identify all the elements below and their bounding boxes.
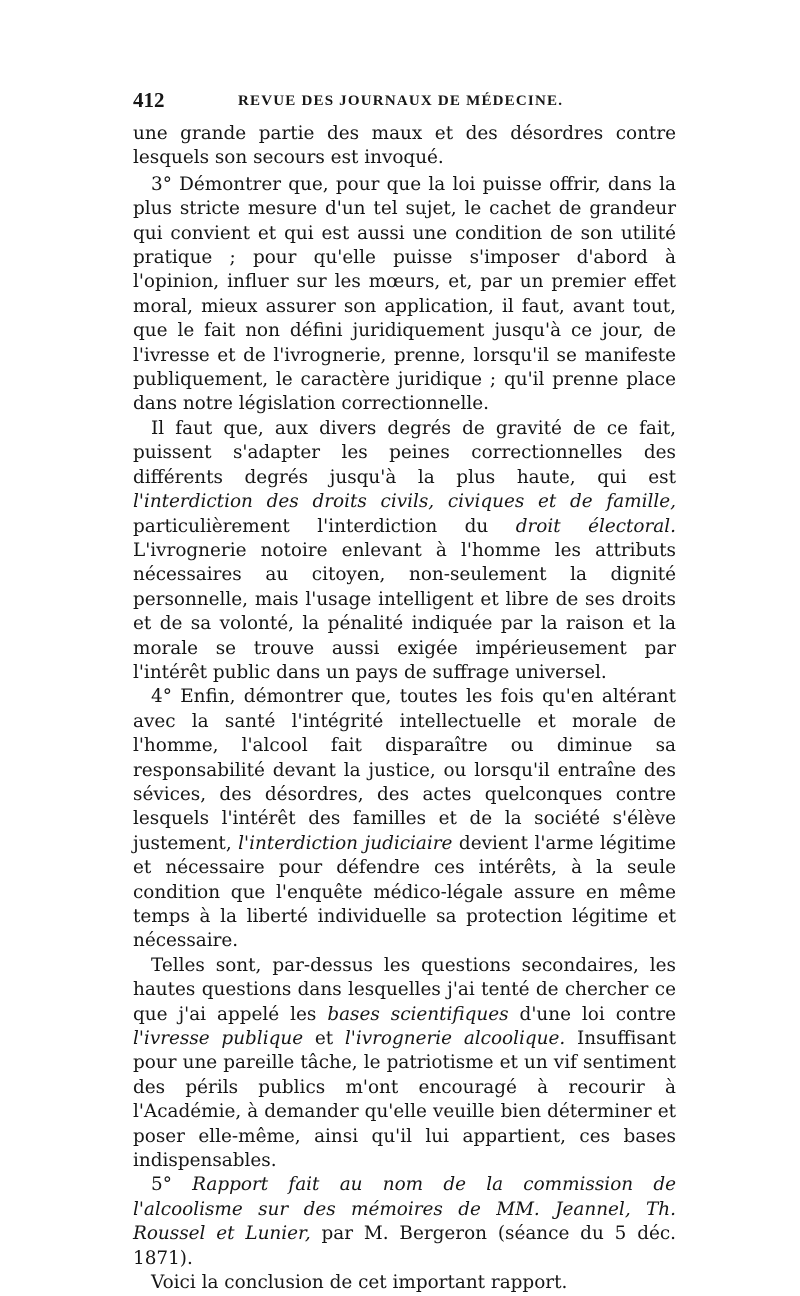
text-segment: Telles sont, par-dessus les questions secondaires, les hautes questions dans lesquelles j'ai tenté de chercher ce que j'ai appelé les [133,954,676,1025]
paragraph-item-3 [133,173,676,417]
page-number: 412 [133,88,165,112]
paragraph-conclusion [133,1271,676,1295]
italic-segment: l'interdiction des droits civils, civiques et de famille, [133,491,676,513]
page-header [133,88,676,122]
italic-segment: l'ivrognerie alcoolique. [344,1028,566,1050]
italic-segment: droit électoral. [515,515,676,537]
italic-segment: Rapport fait au nom de la commission de l'alcoolisme sur des mémoires de MM. Jeannel, Th. Roussel et Lunier, [133,1174,676,1245]
body-text [133,122,676,1296]
paragraph-item-5 [133,1173,676,1271]
paragraph-penalties [133,417,676,685]
text-segment: 4° Enfin, démontrer que, toutes les fois qu'en altérant avec la santé l'intégrité intellectuelle et morale de l'homme, l'alcool fait disparaître ou diminue sa responsabilité devant la justice, ou lorsqu'il entraîne des sévices, des désordres, des actes quelconques contre lesquels l'intérêt des familles et de la société s'élève justement, [133,686,676,854]
text-segment: 3° Démontrer que, pour que la loi puisse offrir, dans la plus stricte mesure d'un tel sujet, le cachet de grandeur qui convient et qui est aussi une condition de son utilité pratique ; pour qu'elle puisse s'imposer d'abord à l'opinion, influer sur les mœurs, et, par un premier effet moral, mieux assurer son application, il faut, avant tout, que le fait non défini juridiquement jusqu'à ce jour, de l'ivresse et de l'ivrognerie, prenne, lorsqu'il se manifeste publiquement, le caractère juridique ; qu'il prenne place dans notre législation correctionnelle. [133,173,676,415]
text-segment: et [303,1028,345,1050]
text-segment: L'ivrognerie notoire enlevant à l'homme les attributs nécessaires au citoyen, non-seulement la dignité personnelle, mais l'usage intelligent et libre de ses droits et de sa volonté, la pénalité indiquée par la raison et la morale se trouve aussi exigée impérieusement par l'intérêt public dans un pays de suffrage universel. [133,539,676,683]
text-segment: d'une loi contre [508,1003,676,1025]
text-segment: Insuffisant pour une pareille tâche, le patriotisme et un vif sentiment des périls publics m'ont encouragé à recourir à l'Académie, à demander qu'elle veuille bien déterminer et poser elle-même, ainsi qu'il lui appartient, ces bases indispensables. [133,1028,676,1172]
paragraph-item-4 [133,685,676,953]
text-segment: 5° [151,1174,193,1196]
text-segment: Voici la conclusion de cet important rapport. [151,1272,568,1294]
text-segment: devient l'arme légitime et nécessaire pour défendre ces intérêts, à la seule condition que l'enquête médico-légale assure en même temps à la liberté individuelle sa protection légitime et nécessaire. [133,832,676,952]
paragraph-continuation [133,122,676,171]
text-segment: par M. Bergeron (séance du 5 déc. 1871). [133,1223,676,1269]
text-segment: Il faut que, aux divers degrés de gravité de ce fait, puissent s'adapter les peines correctionnelles des différents degrés jusqu'à la plus haute, qui est [133,417,676,488]
book-page [133,88,676,1296]
italic-segment: l'interdiction judiciaire [238,832,453,854]
text-segment: particulièrement l'interdiction du [133,515,516,537]
text-segment: une grande partie des maux et des désordres contre lesquels son secours est invoqué. [133,123,676,169]
paragraph-summary [133,954,676,1174]
italic-segment: l'ivresse publique [133,1028,304,1050]
running-title: REVUE DES JOURNAUX DE MÉDECINE. [238,93,564,109]
italic-segment: bases scientifiques [327,1003,509,1025]
